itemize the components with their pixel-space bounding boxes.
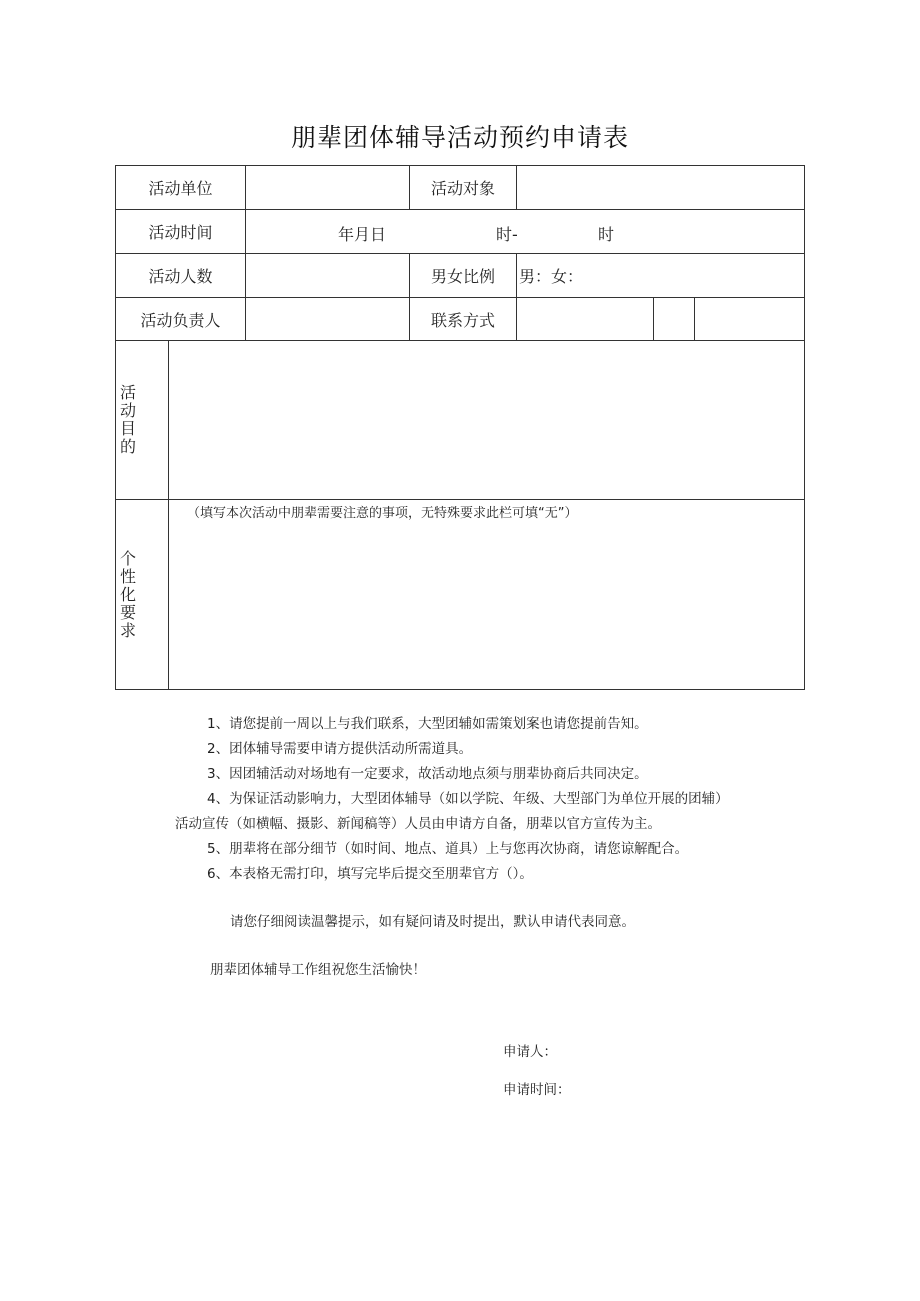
contact-field-1[interactable] [517,298,654,341]
reminder-text: 请您仔细阅读温馨提示，如有疑问请及时提出，默认申请代表同意。 [230,914,635,930]
requirements-field[interactable] [169,500,805,690]
requirements-label: 个性化要求 [120,548,137,640]
time-from-text: 时- [496,225,518,244]
audience-label: 活动对象 [410,166,517,210]
leader-field[interactable] [246,298,410,341]
time-field[interactable] [246,210,805,254]
requirements-hint: （填写本次活动中朋辈需要注意的事项，无特殊要求此栏可填“无”） [187,506,578,521]
notice-item: 5、朋辈将在部分细节（如时间、地点、道具）上与您再次协商，请您谅解配合。 [207,841,689,857]
contact-field-2[interactable] [654,298,695,341]
unit-label: 活动单位 [116,166,246,210]
contact-field-3[interactable] [695,298,805,341]
purpose-label-cell [116,341,169,500]
applicant-label: 申请人： [503,1044,557,1060]
time-to-text: 时 [598,225,615,244]
unit-field[interactable] [246,166,410,210]
count-field[interactable] [246,254,410,298]
contact-label: 联系方式 [410,298,517,341]
purpose-field[interactable] [169,341,805,500]
time-date-text: 年月日 [338,225,387,244]
notice-item: 1、请您提前一周以上与我们联系，大型团辅如需策划案也请您提前告知。 [207,716,648,732]
notice-item: 6、本表格无需打印，填写完毕后提交至朋辈官方（）。 [207,866,533,882]
notice-item: 3、因团辅活动对场地有一定要求，故活动地点须与朋辈协商后共同决定。 [207,766,648,782]
ratio-label: 男女比例 [410,254,517,298]
notice-item: 活动宣传（如横幅、摄影、新闻稿等）人员由申请方自备，朋辈以官方宣传为主。 [175,816,661,832]
time-label: 活动时间 [116,210,246,254]
count-label: 活动人数 [116,254,246,298]
apply-time-label: 申请时间： [503,1082,571,1098]
greeting-text: 朋辈团体辅导工作组祝您生活愉快！ [210,962,426,978]
audience-field[interactable] [517,166,805,210]
notice-item: 2、团体辅导需要申请方提供活动所需道具。 [207,741,473,757]
application-form [115,165,805,690]
leader-label: 活动负责人 [116,298,246,341]
notice-item: 4、为保证活动影响力，大型团体辅导（如以学院、年级、大型部门为单位开展的团辅） [207,791,729,807]
ratio-field[interactable]: 男：女： [517,254,805,298]
purpose-label: 活动目的 [120,383,137,456]
page-title: 朋辈团体辅导活动预约申请表 [290,123,629,152]
requirements-label-cell [116,500,169,690]
